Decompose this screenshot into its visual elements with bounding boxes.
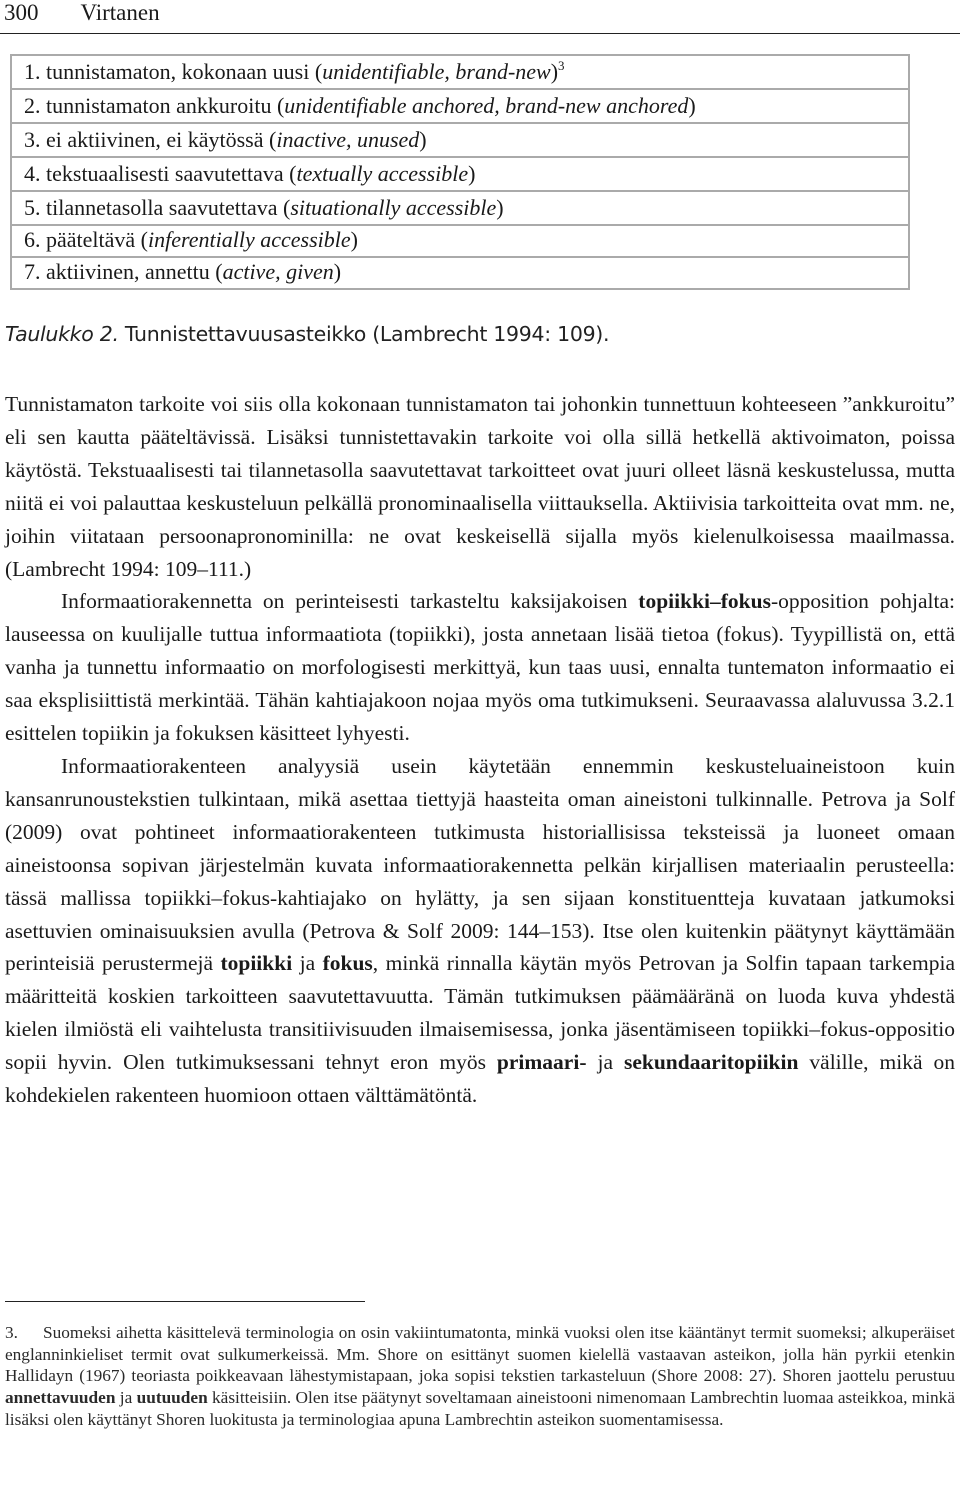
paragraph-3: Informaatiorakenteen analyysiä usein käytetään ennemmin keskusteluaineistoon kuin kansanrunoustekstien tulkintaan, mikä asettaa tiettyjä haasteita oman aineistoni tulkinnalle. Petrova ja Solf (2009) ovat pohtineet informaatiorakenteen tutkimusta historiallisissa teksteissä ja luoneet omaan aineistoonsa sopivan järjestelmän kuvata informaatiorakennetta pelkän kirjallisen materiaalin perusteella: tässä mallissa topiikki–fokus-kahtiajako on hylätty, ja sen sijaan konstituentteja kuvataan jatkumoksi asettuvien ominaisuuksien avulla (Petrova & Solf 2009: 144–153). Itse olen kuitenkin päätynyt käyttämään perinteisiä perustermejä topiikki ja fokus, minkä rinnalla käytän myös Petrovan ja Solfin tapaan tarkempia määritteitä koskien tarkoitteen saavutettavuutta. Tämän tutkimuksen päämääränä on luoda kuva yhdestä kielen ilmiöstä eli vaihtelusta transitiivisuuden ilmaisemisessa, jonka jäsentämiseen topiikki–fokus-oppositio sopii hyvin. Olen tutkimuksessani tehnyt eron myös primaari- ja sekundaaritopiikin välille, mikä on kohdekielen rakenteen huomioon ottaen välttämätöntä. [5, 753, 955, 1108]
scale-item-7: 7. aktiivinen, annettu (active, given) [24, 259, 342, 284]
header-rule [0, 33, 960, 34]
accessibility-scale-table [10, 54, 910, 290]
footnote-rule [5, 1301, 365, 1302]
page-number: 300 [4, 0, 39, 25]
footnote-number: 3. [5, 1323, 18, 1342]
scale-item-6: 6. pääteltävä (inferentially accessible) [12, 224, 908, 258]
scale-item-5: 5. tilannetasolla saavutettava (situationally accessible) [12, 192, 908, 226]
footnote-3: 3. Suomeksi aihetta käsittelevä terminologia on osin vakiintumatonta, minkä vuoksi olen itse kääntänyt termit suomeksi; alkuperäiset englanninkieliset termit ovat sulkumerkeissä. Mm. Shore on esittänyt suomen kielellä vastaavan asteikon, jolla hän pyrkii etenkin Hallidayn (1967) teoriasta poikkeavaan lähestymistapaan, joka sopisi tekstien tarkasteluun (Shore 2008: 27). Shoren jaottelu perustuu annettavuuden ja uutuuden käsitteisiin. Olen itse päätynyt soveltamaan aineistooni nimenomaan Lambrechtin luomaa asteikkoa, minkä lisäksi olen käyttänyt Shoren luokitusta ja terminologiaa apuna Lambrechtin asteikon suomentamisessa. [5, 1323, 955, 1429]
body-text [5, 388, 955, 1112]
scale-item-2: 2. tunnistamaton ankkuroitu (unidentifiable anchored, brand-new anchored) [12, 90, 908, 124]
table-caption-text: Tunnistettavuusasteikko (Lambrecht 1994: 109). [118, 322, 610, 346]
table-caption-label: Taulukko 2. [5, 322, 119, 346]
footnote-marker: 3 [558, 58, 565, 73]
paragraph-2: Informaatiorakennetta on perinteisesti tarkasteltu kaksijakoisen topiikki–fokus-opposition pohjalta: lauseessa on kuulijalle tuttua informaatiota (topiikki), josta annetaan lisää tietoa (fokus). Tyypillistä on, että vanha ja tunnettu informaatio on morfologisesti merkittyä, kun taas uusi, ennalta tuntematon informaatio ei saa eksplisiittistä merkintää. Tähän kahtiajakoon nojaa myös oma tutkimukseni. Seuraavassa alaluvussa 3.2.1 esittelen topiikin ja fokuksen käsitteet lyhyesti. [5, 589, 955, 746]
running-title: Virtanen [80, 0, 160, 25]
running-header [4, 0, 160, 26]
scale-item-1: 1. tunnistamaton, kokonaan uusi (unidentifiable, brand-new)$^3$ [12, 56, 908, 90]
paragraph-1: Tunnistamaton tarkoite voi siis olla kokonaan tunnistamaton tai johonkin tunnettuun kohteeseen ”ankkuroitu” eli sen kautta pääteltävissä. Lisäksi tunnistettavakin tarkoite voi olla sillä hetkellä aktivoimaton, poissa käytöstä. Tekstuaalisesti tai tilannetasolla saavutettavat tarkoitteet ovat juuri olleet läsnä keskustelussa, mutta niitä ei voi palauttaa keskusteluun pelkällä pronominaalisella viittauksella. Aktiivisia tarkoitteita ovat mm. ne, joihin viitataan persoonapronominilla: ne ovat keskeisellä sijalla myös kielenulkoisessa maailmassa. (Lambrecht 1994: 109–111.) [5, 392, 955, 581]
table-caption [5, 322, 609, 346]
scale-item-4: 4. tekstuaalisesti saavutettava (textually accessible) [12, 158, 908, 192]
scale-item-3: 3. ei aktiivinen, ei käytössä (inactive, unused) [12, 124, 908, 158]
